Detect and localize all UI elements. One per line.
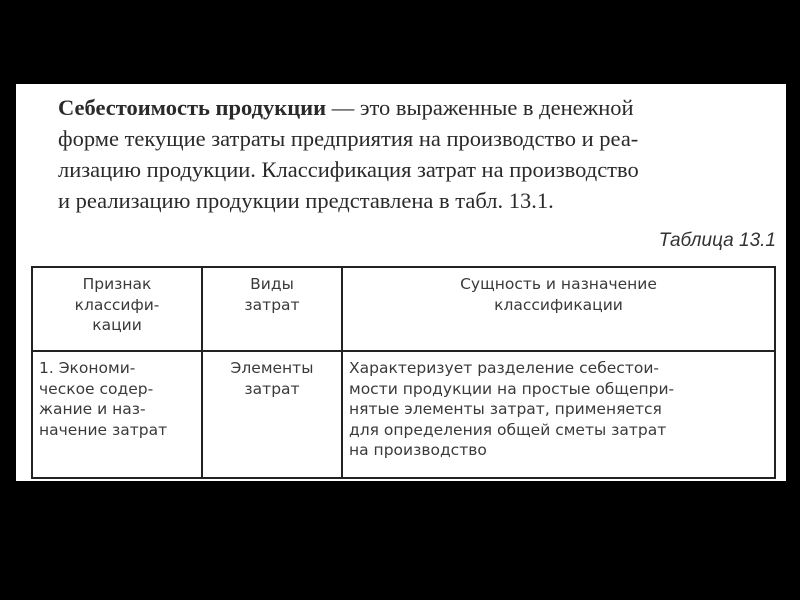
cell-text: нятые элементы затрат, применяется	[349, 400, 662, 418]
paragraph-line-4: и реализацию продукции представлена в табл. 13.1.	[58, 188, 554, 213]
paragraph-line-2: форме текущие затраты предприятия на производство и реа-	[58, 126, 639, 151]
cell-cost-types	[202, 351, 342, 478]
header-text: классификации	[494, 295, 623, 314]
header-text: кации	[92, 316, 142, 334]
paragraph-line-3: лизацию продукции. Классификация затрат на производство	[58, 157, 639, 182]
classification-table	[31, 266, 776, 479]
cell-criterion	[32, 351, 202, 478]
cell-text: для определения общей сметы затрат	[349, 420, 667, 439]
cell-essence	[342, 351, 775, 478]
header-cell-cost-types	[202, 267, 342, 351]
header-text: Виды	[250, 275, 294, 293]
cell-text: затрат	[244, 379, 300, 398]
table-caption: Таблица 13.1	[658, 230, 776, 251]
cell-text: мости продукции на простые общепри-	[349, 379, 675, 398]
header-text: классифи-	[74, 295, 160, 314]
cell-text: начение затрат	[39, 420, 168, 439]
table-header-row	[32, 267, 775, 351]
cell-text: Характеризует разделение себестои-	[349, 359, 659, 377]
paragraph-line-1: — это выраженные в денежной	[326, 95, 634, 120]
header-text: Сущность и назначение	[460, 275, 657, 293]
cell-text: жание и наз-	[39, 400, 146, 418]
header-cell-criterion	[32, 267, 202, 351]
term-bold: Себестоимость продукции	[58, 95, 327, 120]
cell-text: 1. Экономи-	[39, 359, 136, 377]
table-row	[32, 351, 775, 478]
header-cell-essence	[342, 267, 775, 351]
cell-text: ческое содер-	[39, 379, 154, 398]
document-page	[16, 84, 786, 481]
cell-text: Элементы	[230, 359, 314, 377]
intro-paragraph	[58, 92, 770, 216]
cell-text: на производство	[349, 441, 487, 459]
header-text: Признак	[82, 275, 152, 293]
header-text: затрат	[244, 295, 300, 314]
